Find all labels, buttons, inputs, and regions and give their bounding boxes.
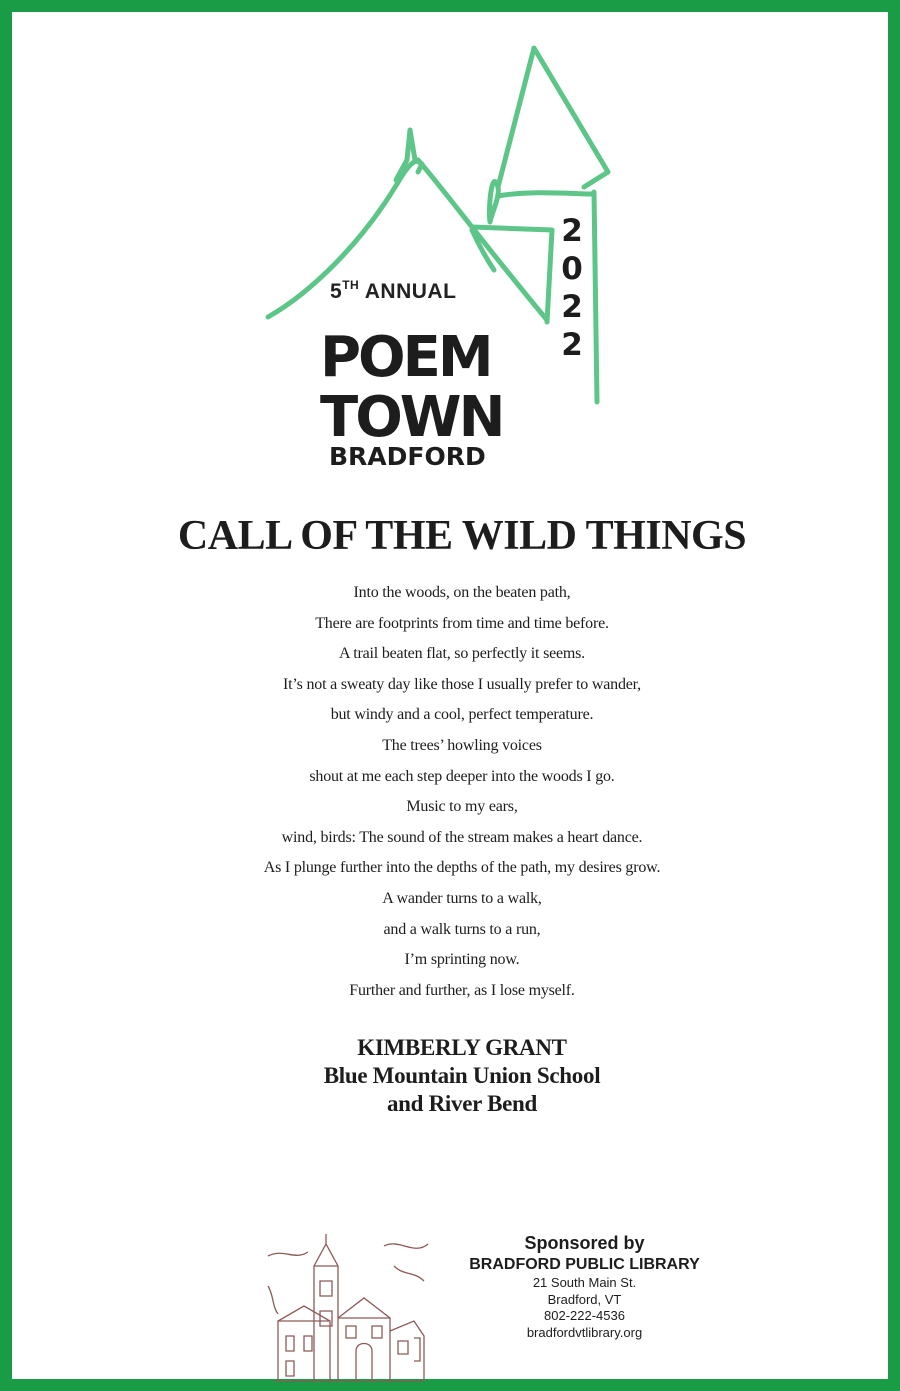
poem-line: As I plunge further into the depths of the path, my desires grow. <box>263 859 661 877</box>
sponsor-phone: 802-222-4536 <box>544 1308 625 1323</box>
poem-line: Music to my ears, <box>406 798 518 816</box>
annual-word: ANNUAL <box>364 280 457 303</box>
sponsor-address: 21 South Main St. <box>532 1275 637 1290</box>
logo-bradford-word: BRADFORD <box>329 442 486 471</box>
annual-number: 5 <box>330 280 343 303</box>
poem-line: and a walk turns to a run, <box>383 920 541 938</box>
annual-label <box>330 280 456 304</box>
poem-town-logo <box>12 12 900 492</box>
poem-line: wind, birds: The sound of the stream makes a heart dance. <box>281 828 643 846</box>
poem-line: A trail beaten flat, so perfectly it seems. <box>339 645 585 663</box>
poem-line: Into the woods, on the beaten path, <box>353 584 571 601</box>
poem-line: There are footprints from time and time before. <box>315 614 609 632</box>
poem-line: It’s not a sweaty day like those I usually prefer to wander, <box>283 675 641 693</box>
year-digit: 0 <box>561 251 583 287</box>
author-school: Blue Mountain Union School <box>323 1063 601 1088</box>
author-name: KIMBERLY GRANT <box>357 1035 567 1060</box>
library-building-sketch-icon <box>264 1226 432 1386</box>
sponsor-name: BRADFORD PUBLIC LIBRARY <box>469 1256 700 1273</box>
sponsor-heading: Sponsored by <box>524 1233 645 1253</box>
logo-poem-word: POEM <box>320 325 491 390</box>
poem-title: CALL OF THE WILD THINGS <box>177 513 747 559</box>
poem-line: Further and further, as I lose myself. <box>349 981 575 999</box>
poem-line: I’m sprinting now. <box>404 951 520 969</box>
sponsor-city: Bradford, VT <box>547 1291 622 1307</box>
poem-line: shout at me each step deeper into the woods I go. <box>309 767 615 785</box>
sponsor-website: bradfordvtlibrary.org <box>526 1324 643 1340</box>
author-block <box>12 1034 900 1118</box>
poem-line: A wander turns to a walk, <box>382 889 542 907</box>
year-digit: 2 <box>561 327 583 363</box>
logo-year <box>555 212 589 364</box>
year-digit: 2 <box>561 289 583 325</box>
poem-line: but windy and a cool, perfect temperature. <box>330 706 594 724</box>
year-digit: 2 <box>561 213 583 249</box>
poem-line: The trees’ howling voices <box>382 736 542 754</box>
sponsor-block <box>452 1231 717 1341</box>
poem-body <box>12 578 900 1006</box>
author-school-continued: and River Bend <box>386 1091 538 1116</box>
logo-town-word: TOWN <box>320 385 503 450</box>
annual-suffix: TH <box>342 278 360 292</box>
